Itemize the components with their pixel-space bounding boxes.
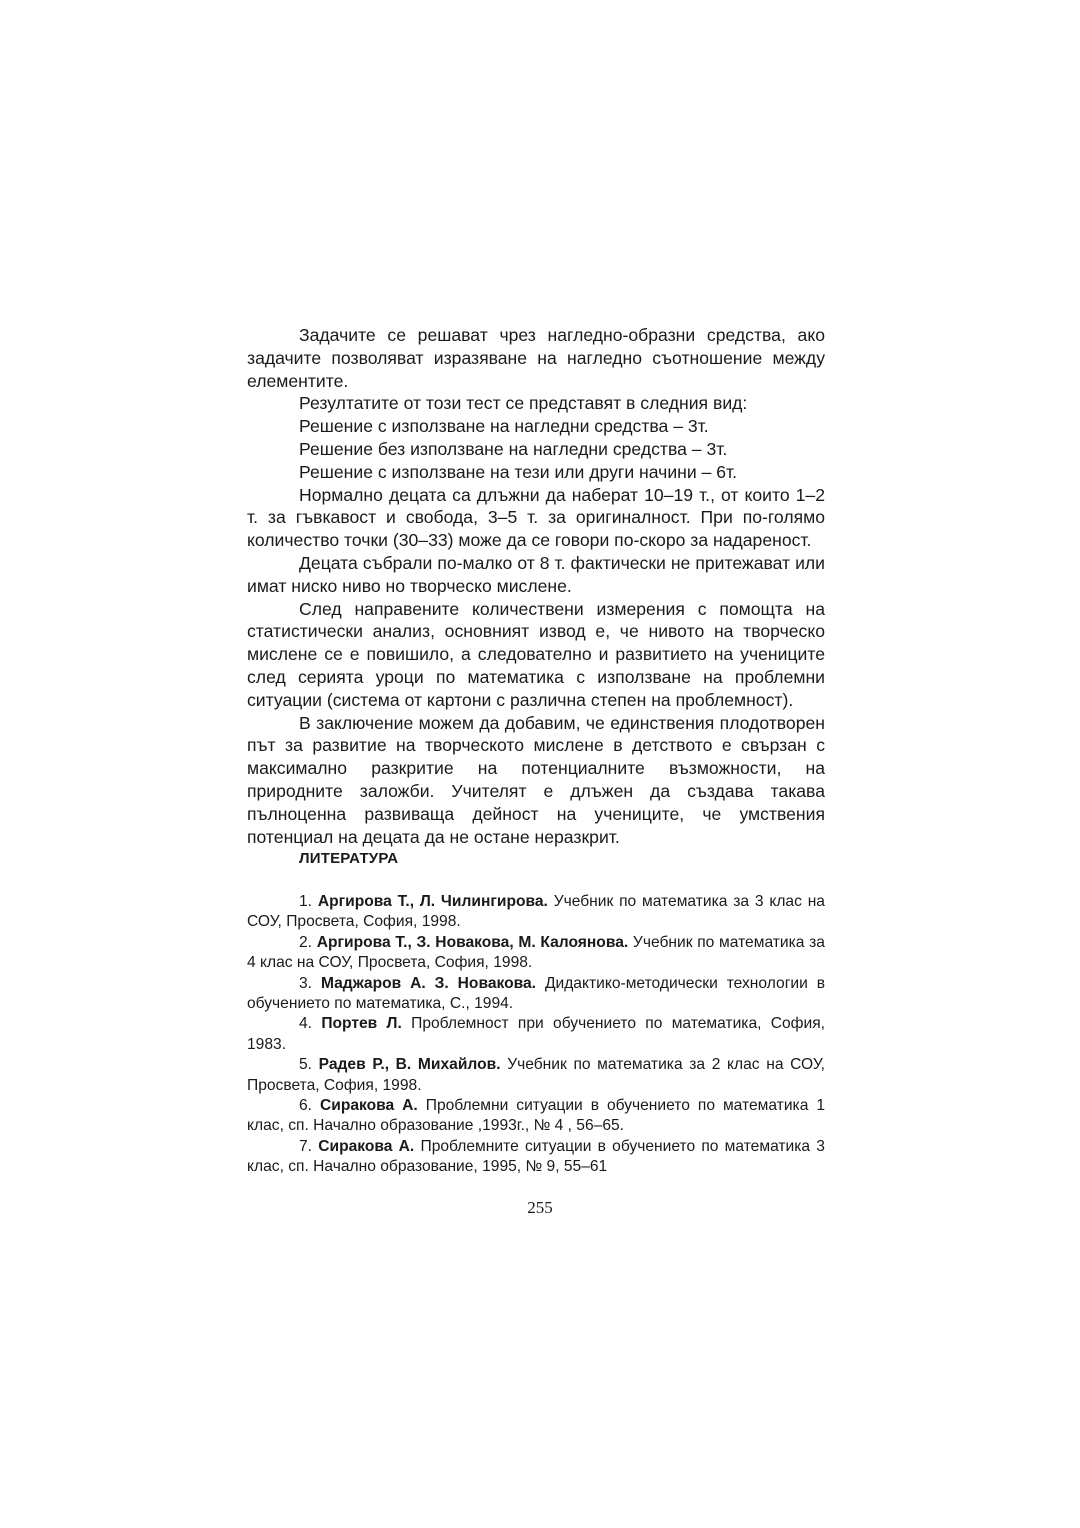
reference-item bbox=[247, 974, 825, 1015]
reference-item bbox=[247, 892, 825, 933]
reference-item bbox=[247, 1014, 825, 1055]
paragraph: Решение с използване на тези или други начини – 6т. bbox=[299, 461, 738, 482]
paragraph: След направените количествени измерения с помощта на статистически анализ, основният извод е, че нивото на творческо мислене се е повишило, а следователно и развитието на учениците след серията уроци по математика с използване на проблемни ситуации (система от картони с различна степен на проблемност). bbox=[247, 598, 825, 710]
paragraph: В заключение можем да добавим, че единствения плодотворен път за развитие на творческото мислене в детството е свързан с максимално разкритие на потенциалните възможности, на природните заложби. Учителят е длъжен да създава такава пълноценна развиваща дейност на учениците, че умствения потенциал на децата да не остане неразкрит. bbox=[247, 712, 825, 847]
reference-number: 1. bbox=[299, 893, 313, 910]
reference-text: Дидактико-методически технологии в обучението по математика, С., 1994. bbox=[247, 974, 825, 1013]
paragraph: Задачите се решават чрез нагледно-образни средства, ако задачите позволяват изразяване на нагледно съотношение между елементите. bbox=[247, 325, 825, 391]
reference-item bbox=[247, 1137, 825, 1178]
reference-item bbox=[247, 933, 825, 974]
reference-text: Проблемни ситуации в обучението по математика 1 клас, сп. Начално образование ,1993г., № 4 , 56–65. bbox=[247, 1097, 826, 1135]
reference-item bbox=[247, 1055, 825, 1096]
literature-heading: ЛИТЕРАТУРА bbox=[299, 850, 399, 867]
reference-text: Учебник по математика за 3 клас на СОУ, Просвета, София, 1998. bbox=[247, 893, 825, 931]
reference-text: Учебник по математика за 2 клас на СОУ, Просвета, София, 1998. bbox=[247, 1056, 825, 1094]
paragraph: Нормално децата са длъжни да наберат 10–19 т., от които 1–2 т. за гъвкавост и свобода, 3–5 т. за оригиналност. При по-голямо количество точки (30–33) може да се говори по-скоро за надареност. bbox=[247, 484, 825, 551]
reference-number: 5. bbox=[299, 1056, 313, 1074]
reference-text: Учебник по математика за 4 клас на СОУ, Просвета, София, 1998. bbox=[247, 933, 825, 972]
reference-text: Проблемните ситуации в обучението по математика 3 клас, сп. Начално образование, 1995, № 9, 55–61 bbox=[247, 1137, 825, 1176]
paragraph: Решение без използване на нагледни средства – 3т. bbox=[299, 438, 728, 459]
reference-authors: Сиракова А. bbox=[319, 1097, 418, 1115]
reference-number: 4. bbox=[299, 1015, 313, 1033]
reference-authors: Сиракова А. bbox=[318, 1137, 415, 1155]
reference-authors: Маджаров А. З. Новакова. bbox=[320, 974, 537, 992]
reference-item bbox=[247, 1096, 825, 1137]
paragraph: Резултатите от този тест се представят в следния вид: bbox=[299, 393, 748, 414]
reference-authors: Аргирова Т., З. Новакова, М. Калоянова. bbox=[316, 933, 629, 951]
reference-number: 6. bbox=[299, 1097, 313, 1115]
reference-authors: Радев Р., В. Михайлов. bbox=[318, 1056, 501, 1074]
reference-number: 2. bbox=[299, 933, 313, 951]
body-text bbox=[247, 324, 825, 848]
reference-text: Проблемност при обучението по математика, София, 1983. bbox=[247, 1015, 825, 1053]
paragraph: Решение с използване на нагледни средства – 3т. bbox=[299, 416, 709, 437]
reference-authors: Аргирова Т., Л. Чилингирова. bbox=[317, 893, 548, 910]
page-number: 255 bbox=[527, 1198, 553, 1217]
reference-list bbox=[247, 892, 825, 1178]
reference-number: 7. bbox=[299, 1137, 313, 1155]
reference-number: 3. bbox=[299, 974, 313, 992]
paragraph: Децата събрали по-малко от 8 т. фактически не притежават или имат ниско ниво но творческо мислене. bbox=[247, 552, 825, 596]
reference-authors: Портев Л. bbox=[321, 1015, 402, 1033]
